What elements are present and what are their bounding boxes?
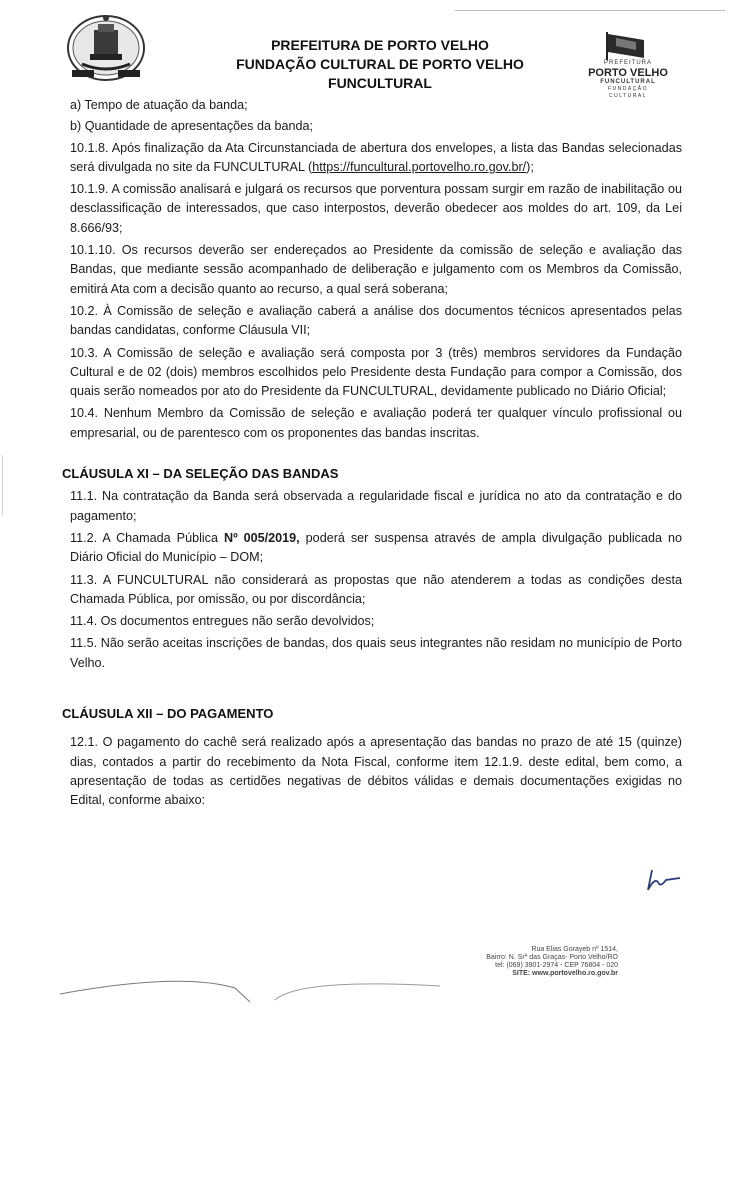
logo-text-sub3: CULTURAL (608, 93, 648, 99)
paragraph-10-1-8-end: ); (526, 159, 534, 174)
header-line-3: FUNCULTURAL (328, 75, 432, 91)
clause-xi-heading: CLÁUSULA XI – DA SELEÇÃO DAS BANDAS (62, 466, 339, 482)
scan-margin-mark (2, 455, 3, 515)
footer-site: SITE: www.portovelho.ro.gov.br (512, 970, 618, 977)
paragraph-11-2-text: 11.2. A Chamada Pública (70, 530, 224, 545)
footer-decorative-line (60, 964, 440, 1004)
footer-address (438, 946, 618, 978)
paragraph-10-4: 10.4. Nenhum Membro da Comissão de seleção e avaliação poderá ter qualquer vínculo profissional ou empresarial, ou de parentesco com os proponentes das bandas inscritas. (70, 406, 682, 440)
paragraph-10-1-8-text: 10.1.8. Após finalização da Ata Circunstanciada de abertura dos envelopes, a lista das Bandas selecionadas será divulgada no site da FUNCULTURAL ( (70, 140, 682, 174)
paragraph-11-5: 11.5. Não serão aceitas inscrições de bandas, dos quais seus integrantes não residam no município de Porto Velho. (70, 636, 682, 670)
logo-text-main: PORTO VELHO (588, 67, 668, 79)
paragraph-11-1: 11.1. Na contratação da Banda será observada a regularidade fiscal e jurídica no ato da contratação e do pagamento; (70, 489, 682, 523)
chamada-publica-number: Nº 005/2019, (223, 530, 300, 545)
handwritten-initials (644, 868, 684, 894)
footer-line-3: tel: (069) 3901-2974 - CEP 76804 - 020 (495, 962, 618, 969)
paragraph-10-1-8 (70, 139, 682, 178)
footer-line-1: Rua Elias Gorayeb nº 1514, (531, 946, 618, 953)
paragraph-11-4: 11.4. Os documentos entregues não serão devolvidos; (70, 614, 375, 629)
header-line-2: FUNDAÇÃO CULTURAL DE PORTO VELHO (236, 56, 524, 72)
item-b: b) Quantidade de apresentações da banda; (70, 119, 313, 134)
paragraph-10-1-10: 10.1.10. Os recursos deverão ser endereçados ao Presidente da comissão de seleção e avaliação das Bandas, que mediante sessão acompanhado de deliberação e julgamento com os Membros da Comissão, emitirá Ata com a decisão quanto ao recurso, a qual será soberana; (70, 243, 682, 296)
funcultural-link[interactable]: https://funcultural.portovelho.ro.gov.br/ (312, 159, 527, 174)
clause-xii-heading: CLÁUSULA XII – DO PAGAMENTO (62, 706, 274, 722)
paragraph-10-1-9: 10.1.9. A comissão analisará e julgará os recursos que porventura possam surgir em razão de inabilitação ou desclassificação de interessados, que caso interpostos, deverão obedecer aos moldes do art. 109, da Lei 8.666/93; (70, 182, 682, 235)
paragraph-11-2 (70, 529, 682, 568)
logo-text-sub1: FUNCULTURAL (600, 79, 656, 85)
scan-edge-line (455, 10, 725, 11)
paragraph-10-2: 10.2. À Comissão de seleção e avaliação caberá a análise dos documentos técnicos apresentados pelas bandas candidatas, conforme Cláusula VII; (70, 303, 682, 338)
paragraph-11-3: 11.3. A FUNCULTURAL não considerará as propostas que não atenderem a todas as condições desta Chamada Pública, por omissão, ou por discordância; (70, 572, 682, 606)
paragraph-10-3: 10.3. A Comissão de seleção e avaliação será composta por 3 (três) membros servidores da Fundação Cultural e de 02 (dois) membros escolhidos pelo Presidente desta Fundação para compor a Comissão, dos quais serão nomeados por ato do Presidente da FUNCULTURAL, devidamente publicado no Diário Oficial; (70, 345, 682, 399)
logo-text-top: PREFEITURA (603, 60, 652, 66)
paragraph-11-2-end: poderá ser suspensa através de ampla divulgação publicada no Diário Oficial do Município – DOM; (70, 530, 682, 565)
document-header (200, 36, 560, 93)
item-a: a) Tempo de atuação da banda; (70, 98, 248, 112)
header-line-1: PREFEITURA DE PORTO VELHO (271, 37, 489, 53)
document-body (62, 96, 682, 814)
footer-line-2: Bairro: N. Srª das Graças- Porto Velho/RO (486, 954, 618, 961)
paragraph-12-1: 12.1. O pagamento do cachê será realizado após a apresentação das bandas no prazo de até 15 (quinze) dias, contados a partir do recebimento da Nota Fiscal, conforme item 12.1.9. deste edital, bem como, a apresentação de todas as certidões negativas de débitos válidas e demais documentações exigidas no Edital, conforme abaixo: (70, 735, 682, 808)
logo-text-sub2: FUNDAÇÃO (607, 86, 649, 92)
municipal-crest-logo (60, 8, 152, 88)
